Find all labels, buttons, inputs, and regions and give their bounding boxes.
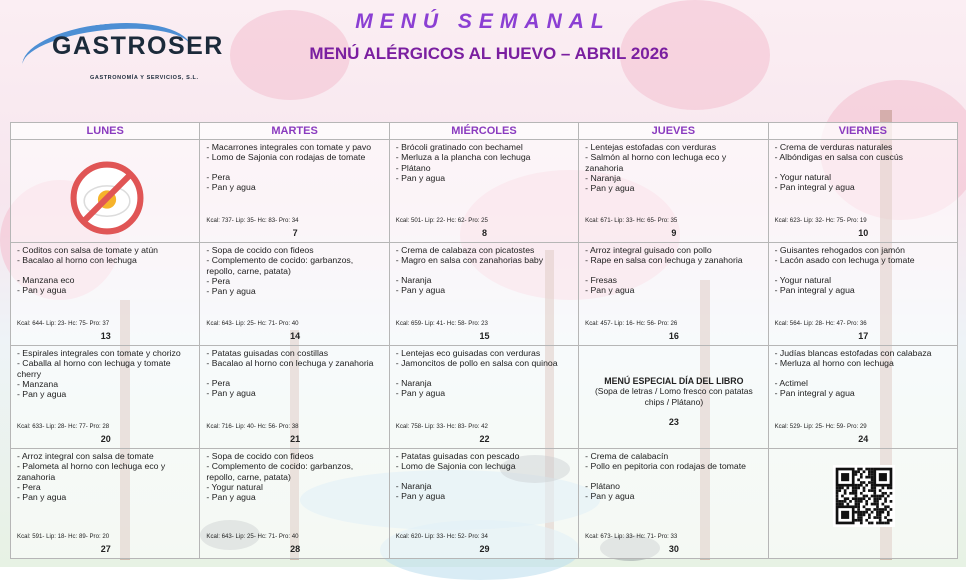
dish-item: - Complemento de cocido: garbanzos, repollo, carne, patata) [206,461,354,482]
no-egg-icon [69,160,145,236]
menu-cell-content [775,245,952,342]
day-header-row [11,123,958,140]
dish-item: - Manzana eco [17,274,75,285]
menu-day-cell [768,346,957,449]
dish-item: - Manzana [17,378,59,389]
day-number: 27 [100,543,111,554]
nutrition-info: Kcal: 737- Lip: 35- Hc: 83- Pro: 34 [206,216,299,224]
day-number: 28 [290,543,301,554]
dish-item: - Pollo en pepitoria con rodajas de tomate [585,461,746,472]
menu-cell-content [775,348,952,445]
day-number: 22 [479,433,490,444]
dish-spacer [396,472,573,481]
dish-item: - Pan y agua [17,284,67,295]
nutrition-info: Kcal: 671- Lip: 33- Hc: 65- Pro: 35 [585,216,678,224]
menu-cell-content [206,348,383,445]
menu-week-row [11,243,958,346]
dish-item: - Pan y agua [395,172,446,183]
day-header-martes: MARTES [200,123,389,140]
day-header-viernes: VIERNES [768,123,957,140]
dish-item: - Lomo de Sajonia con rodajas de tomate [206,152,366,163]
day-number: 13 [100,330,111,341]
dish-spacer [585,472,762,481]
menu-day-cell [200,346,389,449]
dish-item: - Pan y agua [17,389,67,400]
day-number: 10 [858,227,869,238]
menu-day-cell [389,449,578,559]
dish-item: - Pan y agua [395,490,446,501]
dish-item: - Lacón asado con lechuga y tomate [774,255,915,266]
nutrition-info: Kcal: 644- Lip: 23- Hc: 75- Pro: 37 [17,319,110,327]
menu-cell-content [585,348,762,445]
dish-item: - Crema de calabaza con picatostes [395,245,535,255]
dish-list [206,451,383,502]
dish-item: - Crema de calabacín [585,451,669,461]
dish-item: - Sopa de cocido con fideos [206,245,314,255]
menu-cell-content [206,142,383,239]
dish-item: - Pan y agua [585,183,635,194]
page-subtitle: MENÚ ALÉRGICOS AL HUEVO – ABRIL 2026 [309,44,669,63]
menu-cell-content [17,245,194,342]
dish-item: - Merluza a la plancha con lechuga [395,152,531,163]
dish-item: - Yogur natural [774,171,832,182]
dish-spacer [17,266,194,275]
dish-item: - Bacalao al horno con lechuga [17,255,137,266]
dish-list [17,451,194,502]
dish-item: - Pan y agua [206,181,256,192]
dish-spacer [206,369,383,378]
day-number: 23 [668,416,679,427]
dish-item: - Naranja [395,377,432,388]
dish-item: - Pan y agua [395,284,446,295]
weekly-menu-table [10,122,958,559]
special-menu-title: MENÚ ESPECIAL DÍA DEL LIBRO [604,376,744,386]
dish-list [17,348,194,399]
dish-spacer [396,266,573,275]
special-menu-block [585,348,762,407]
menu-cell-content [585,142,762,239]
menu-day-cell [768,140,957,243]
menu-cell-content [396,451,573,555]
dish-item: - Pera [206,275,231,286]
dish-item: - Sopa de cocido con fideos [206,451,314,461]
dish-item: - Albóndigas en salsa con cuscús [774,152,904,163]
nutrition-info: Kcal: 643- Lip: 25- Hc: 71- Pro: 40 [206,319,299,327]
dish-item: - Bacalao al horno con lechuga y zanahoria [206,358,374,369]
day-number: 17 [858,330,869,341]
dish-spacer [206,163,383,172]
dish-item: - Pan y agua [206,387,256,398]
menu-cell-content [396,245,573,342]
dish-item: - Jamoncitos de pollo en salsa con quinoa [395,358,558,369]
menu-cell-content [585,451,762,555]
day-number: 20 [100,433,111,444]
menu-weeks [11,140,958,559]
dish-item: - Plátano [395,162,431,173]
dish-item: - Naranja [395,274,432,285]
nutrition-info: Kcal: 623- Lip: 32- Hc: 75- Pro: 19 [774,216,867,224]
dish-spacer [775,266,952,275]
logo-name: GASTROSER [52,32,224,60]
menu-week-row [11,140,958,243]
dish-list [585,245,762,295]
dish-item: - Plátano [585,480,620,491]
dish-item: - Pan y agua [206,286,256,297]
day-number: 30 [668,543,679,554]
nutrition-info: Kcal: 633- Lip: 28- Hc: 77- Pro: 28 [17,422,110,430]
dish-list [396,348,573,398]
dish-list [396,245,573,295]
dish-item: - Magro en salsa con zanahorias baby [395,255,544,266]
dish-item: - Lomo de Sajonia con lechuga [395,461,516,472]
nutrition-info: Kcal: 758- Lip: 33- Hc: 83- Pro: 42 [395,422,488,430]
nutrition-info: Kcal: 529- Lip: 25- Hc: 59- Pro: 29 [774,422,867,430]
menu-cell-content [775,451,952,555]
day-number: 7 [292,227,298,238]
dish-item: - Actimel [774,377,808,388]
dish-list [17,245,194,295]
menu-day-cell [11,346,200,449]
menu-week-row [11,346,958,449]
dish-list [585,142,762,193]
day-header-jueves: JUEVES [579,123,768,140]
menu-day-cell [768,449,957,559]
menu-day-cell [579,449,768,559]
nutrition-info: Kcal: 659- Lip: 41- Hc: 58- Pro: 23 [395,319,488,327]
dish-list [775,142,952,192]
menu-cell-content [17,348,194,445]
nutrition-info: Kcal: 457- Lip: 16- Hc: 56- Pro: 26 [585,319,678,327]
dish-list [396,451,573,501]
menu-cell-content [206,245,383,342]
dish-item: - Lentejas estofadas con verduras [585,142,717,152]
dish-item: - Pan integral y agua [774,387,855,398]
dish-item: - Patatas guisadas con costillas [206,348,329,358]
menu-day-cell [579,243,768,346]
menu-cell-content [206,451,383,555]
menu-day-cell [579,140,768,243]
dish-list [206,245,383,296]
dish-item: - Pan y agua [395,387,446,398]
day-number: 14 [290,330,301,341]
dish-spacer [775,369,952,378]
dish-spacer [396,369,573,378]
menu-day-cell [11,243,200,346]
dish-item: - Pan integral y agua [774,284,855,295]
day-number: 16 [668,330,679,341]
day-number: 8 [481,227,487,238]
dish-item: - Patatas guisadas con pescado [395,451,520,461]
dish-spacer [775,163,952,172]
menu-day-cell [200,449,389,559]
nutrition-info: Kcal: 716- Lip: 40- Hc: 56- Pro: 38 [206,422,299,430]
dish-item: - Pan y agua [585,490,635,501]
menu-cell-content [396,348,573,445]
dish-item: - Pan y agua [206,492,256,503]
dish-item: - Pera [206,171,231,182]
dish-item: - Rape en salsa con lechuga y zanahoria [585,255,743,266]
menu-cell-content [17,451,194,555]
page-title: MENÚ SEMANAL [355,10,611,33]
menu-day-cell [200,243,389,346]
dish-item: - Palometa al horno con lechuga eco y zanahoria [17,461,166,482]
menu-cell-content [17,142,194,239]
dish-item: - Coditos con salsa de tomate y atún [17,245,159,255]
dish-item: - Macarrones integrales con tomate y pavo [206,142,372,152]
dish-item: - Brócoli gratinado con bechamel [395,142,523,152]
dish-list [585,451,762,501]
menu-week-row [11,449,958,559]
nutrition-info: Kcal: 564- Lip: 28- Hc: 47- Pro: 36 [774,319,867,327]
menu-day-cell [768,243,957,346]
day-number: 24 [858,433,869,444]
nutrition-info: Kcal: 643- Lip: 25- Hc: 71- Pro: 40 [206,532,299,540]
day-number: 9 [671,227,677,238]
dish-item: - Naranja [395,480,432,491]
dish-item: - Yogur natural [206,481,263,492]
dish-item: - Judías blancas estofadas con calabaza [774,348,932,358]
day-header-miercoles: MIÉRCOLES [389,123,578,140]
dish-item: - Pan y agua [17,492,67,503]
dish-item: - Crema de verduras naturales [774,142,893,152]
day-header-lunes: LUNES [11,123,200,140]
dish-list [775,348,952,398]
dish-item: - Naranja [585,172,621,183]
dish-spacer [585,266,762,275]
logo-tagline: GASTRONOMÍA Y SERVICIOS, S.L. [90,75,199,81]
special-menu-description: (Sopa de letras / Lomo fresco con patatas chips / Plátano) [594,386,753,407]
dish-item: - Arroz integral con salsa de tomate [17,451,154,461]
dish-item: - Fresas [585,274,618,285]
day-number: 21 [290,433,301,444]
dish-item: - Caballa al horno con lechuga y tomate cherry [17,358,171,379]
menu-day-cell [389,140,578,243]
dish-item: - Complemento de cocido: garbanzos, repollo, carne, patata) [206,255,354,276]
day-number: 29 [479,543,490,554]
day-number: 15 [479,330,490,341]
dish-list [396,142,573,183]
nutrition-info: Kcal: 673- Lip: 33- Hc: 71- Pro: 33 [585,532,678,540]
nutrition-info: Kcal: 501- Lip: 22- Hc: 62- Pro: 25 [395,216,488,224]
menu-day-cell [389,346,578,449]
dish-item: - Merluza al horno con lechuga [774,358,894,369]
menu-day-cell [579,346,768,449]
menu-cell-content [396,142,573,239]
dish-item: - Arroz integral guisado con pollo [585,245,712,255]
dish-item: - Pera [206,377,231,388]
menu-cell-content [775,142,952,239]
nutrition-info: Kcal: 620- Lip: 33- Hc: 52- Pro: 34 [395,532,488,540]
menu-cell-content [585,245,762,342]
dish-item: - Lentejas eco guisadas con verduras [395,348,541,358]
dish-item: - Espirales integrales con tomate y chorizo [17,348,181,358]
dish-item: - Salmón al horno con lechuga eco y zanahoria [585,152,727,173]
dish-item: - Guisantes rehogados con jamón [774,245,905,255]
dish-item: - Pan y agua [585,284,635,295]
qr-code-icon [833,465,895,527]
dish-list [206,348,383,398]
menu-day-cell [11,140,200,243]
dish-item: - Yogur natural [774,274,832,285]
dish-item: - Pan integral y agua [774,181,855,192]
dish-list [775,245,952,295]
menu-day-cell [200,140,389,243]
menu-day-cell [11,449,200,559]
dish-list [206,142,383,192]
nutrition-info: Kcal: 591- Lip: 18- Hc: 89- Pro: 20 [17,532,110,540]
dish-item: - Pera [17,481,41,492]
menu-day-cell [389,243,578,346]
